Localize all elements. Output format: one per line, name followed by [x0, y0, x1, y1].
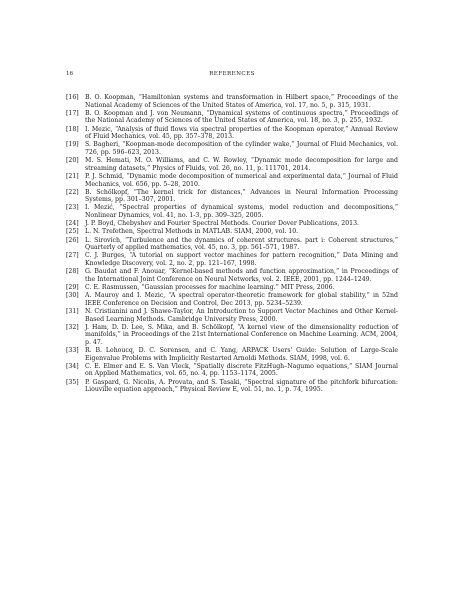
reference-text: S. Bagheri, “Koopman-mode decomposition of the cylinder wake,” Journal of Fluid Mechanics, vol. 726, pp. 596–623, 2013. [85, 141, 398, 156]
reference-number: [23] [66, 204, 79, 212]
reference-item [66, 141, 398, 156]
reference-text: M. S. Hemati, M. O. Williams, and C. W. Rowley, “Dynamic mode decomposition for large and streaming datasets,” Physics of Fluids, vol. 26, no. 11, p. 111701, 2014. [85, 157, 398, 172]
reference-item [66, 379, 398, 394]
reference-item [66, 126, 398, 141]
reference-item [66, 94, 398, 109]
reference-text: C. E. Rasmussen, “Gaussian processes for machine learning.” MIT Press, 2006. [85, 283, 335, 291]
reference-item [66, 189, 398, 204]
reference-item [66, 324, 398, 347]
reference-item [66, 173, 398, 188]
reference-item [66, 308, 398, 323]
reference-number: [29] [66, 283, 79, 291]
reference-item [66, 252, 398, 267]
section-title: REFERENCES [209, 71, 255, 77]
reference-number: [21] [66, 172, 79, 180]
reference-number: [20] [66, 157, 79, 165]
page-number: 16 [66, 71, 74, 77]
running-head [66, 70, 398, 80]
reference-item [66, 157, 398, 172]
reference-list [66, 94, 398, 394]
reference-text: C. E. Elmer and E. S. Van Vleck, “Spatially discrete FitzHugh–Nagumo equations,” SIAM Journal on Applied Mathematics, vol. 65, no. 4, pp. 1153–1174, 2005. [85, 362, 398, 378]
reference-number: [26] [66, 236, 79, 244]
reference-item [66, 220, 398, 228]
reference-number: [24] [66, 220, 79, 228]
reference-number: [19] [66, 141, 79, 149]
reference-item [66, 110, 398, 125]
reference-number: [28] [66, 268, 79, 276]
reference-number: [27] [66, 252, 79, 260]
reference-number: [25] [66, 228, 79, 236]
reference-text: A. Mauroy and I. Mezic, “A spectral operator-theoretic framework for global stability,” in 52nd IEEE Conference on Decision and Control, Dec 2013, pp. 5234–5239. [85, 292, 398, 307]
reference-number: [17] [66, 109, 79, 117]
reference-text: B. Schölkopf, “The kernel trick for distances,” Advances in Neural Information Processing Systems, pp. 301–307, 2001. [85, 188, 398, 204]
reference-text: P. J. Schmid, “Dynamic mode decomposition of numerical and experimental data,” Journal of Fluid Mechanics, vol. 656, pp. 5–28, 2010. [85, 172, 398, 188]
reference-text: I. Mezic, “Analysis of fluid flows via spectral properties of the Koopman operator,” Annual Review of Fluid Mechanics, vol. 45, pp. 357–378, 2013. [85, 125, 398, 141]
reference-text: C. J. Burges, “A tutorial on support vector machines for pattern recognition,” Data Mining and Knowledge Discovery, vol. 2, no. 2, pp. 121–167, 1998. [85, 252, 398, 267]
reference-item [66, 237, 398, 252]
reference-text: P. Gaspard, G. Nicolis, A. Provata, and S. Tasaki, “Spectral signature of the pitchfork bifurcation: Liouville equation approach,” Physical Review E, vol. 51, no. 1, p. 74, 1995. [85, 378, 398, 394]
reference-text: N. Cristianini and J. Shawe-Taylor, An Introduction to Support Vector Machines and Other Kernel-Based Learning Methods. Cambridge University Press, 2000. [85, 307, 398, 323]
reference-text: J. Ham, D. D. Lee, S. Mika, and B. Schölkopf, “A kernel view of the dimensionality reduction of manifolds,” in Proceedings of the 21st International Conference on Machine Learning. ACM, 2004, p. 47. [85, 323, 398, 346]
reference-number: [34] [66, 362, 79, 370]
reference-item [66, 363, 398, 378]
reference-number: [16] [66, 94, 79, 101]
reference-number: [22] [66, 188, 79, 196]
reference-text: B. O. Koopman and J. von Neumann, “Dynamical systems of continuous spectra,” Proceedings of the National Academy of Sciences of the United States of America, vol. 18, no. 3, p. 255, 1932. [85, 109, 398, 125]
reference-item [66, 347, 398, 362]
reference-text: I. Mezić, “Spectral properties of dynamical systems, model reduction and decompositions,” Nonlinear Dynamics, vol. 41, no. 1-3, pp. 309–325, 2005. [85, 204, 398, 220]
reference-text: L. N. Trefethen, Spectral Methods in MATLAB. SIAM, 2000, vol. 10. [85, 228, 299, 236]
reference-text: B. O. Koopman, “Hamiltonian systems and transformation in Hilbert space,” Proceedings of the National Academy of Sciences of the United States of America, vol. 17, no. 5, p. 315, 1931. [85, 94, 398, 109]
reference-item [66, 284, 398, 292]
reference-item [66, 292, 398, 307]
reference-text: L. Sirovich, “Turbulence and the dynamics of coherent structures. part i: Coherent structures,” Quarterly of applied mathematics, vol. 45, no. 3, pp. 561–571, 1987. [85, 236, 398, 252]
reference-number: [18] [66, 125, 79, 133]
reference-number: [30] [66, 292, 79, 300]
reference-number: [32] [66, 323, 79, 331]
reference-number: [35] [66, 378, 79, 386]
reference-number: [33] [66, 347, 79, 355]
reference-number: [31] [66, 307, 79, 315]
reference-text: R. B. Lehoucq, D. C. Sorensen, and C. Yang, ARPACK Users' Guide: Solution of Large-Scale Eigenvalue Problems with Implicitly Restarted Arnoldi Methods. SIAM, 1998, vol. 6. [85, 347, 398, 362]
reference-text: J. P. Boyd, Chebyshev and Fourier Spectral Methods. Courier Dover Publications, 2013. [85, 220, 359, 228]
reference-item [66, 268, 398, 283]
reference-text: G. Baudat and F. Anouar, “Kernel-based methods and function approximation,” in Proceedings of the International Joint Conference on Neural Networks, vol. 2. IEEE, 2001, pp. 1244–1249. [85, 268, 398, 283]
reference-item [66, 228, 398, 236]
reference-item [66, 204, 398, 219]
